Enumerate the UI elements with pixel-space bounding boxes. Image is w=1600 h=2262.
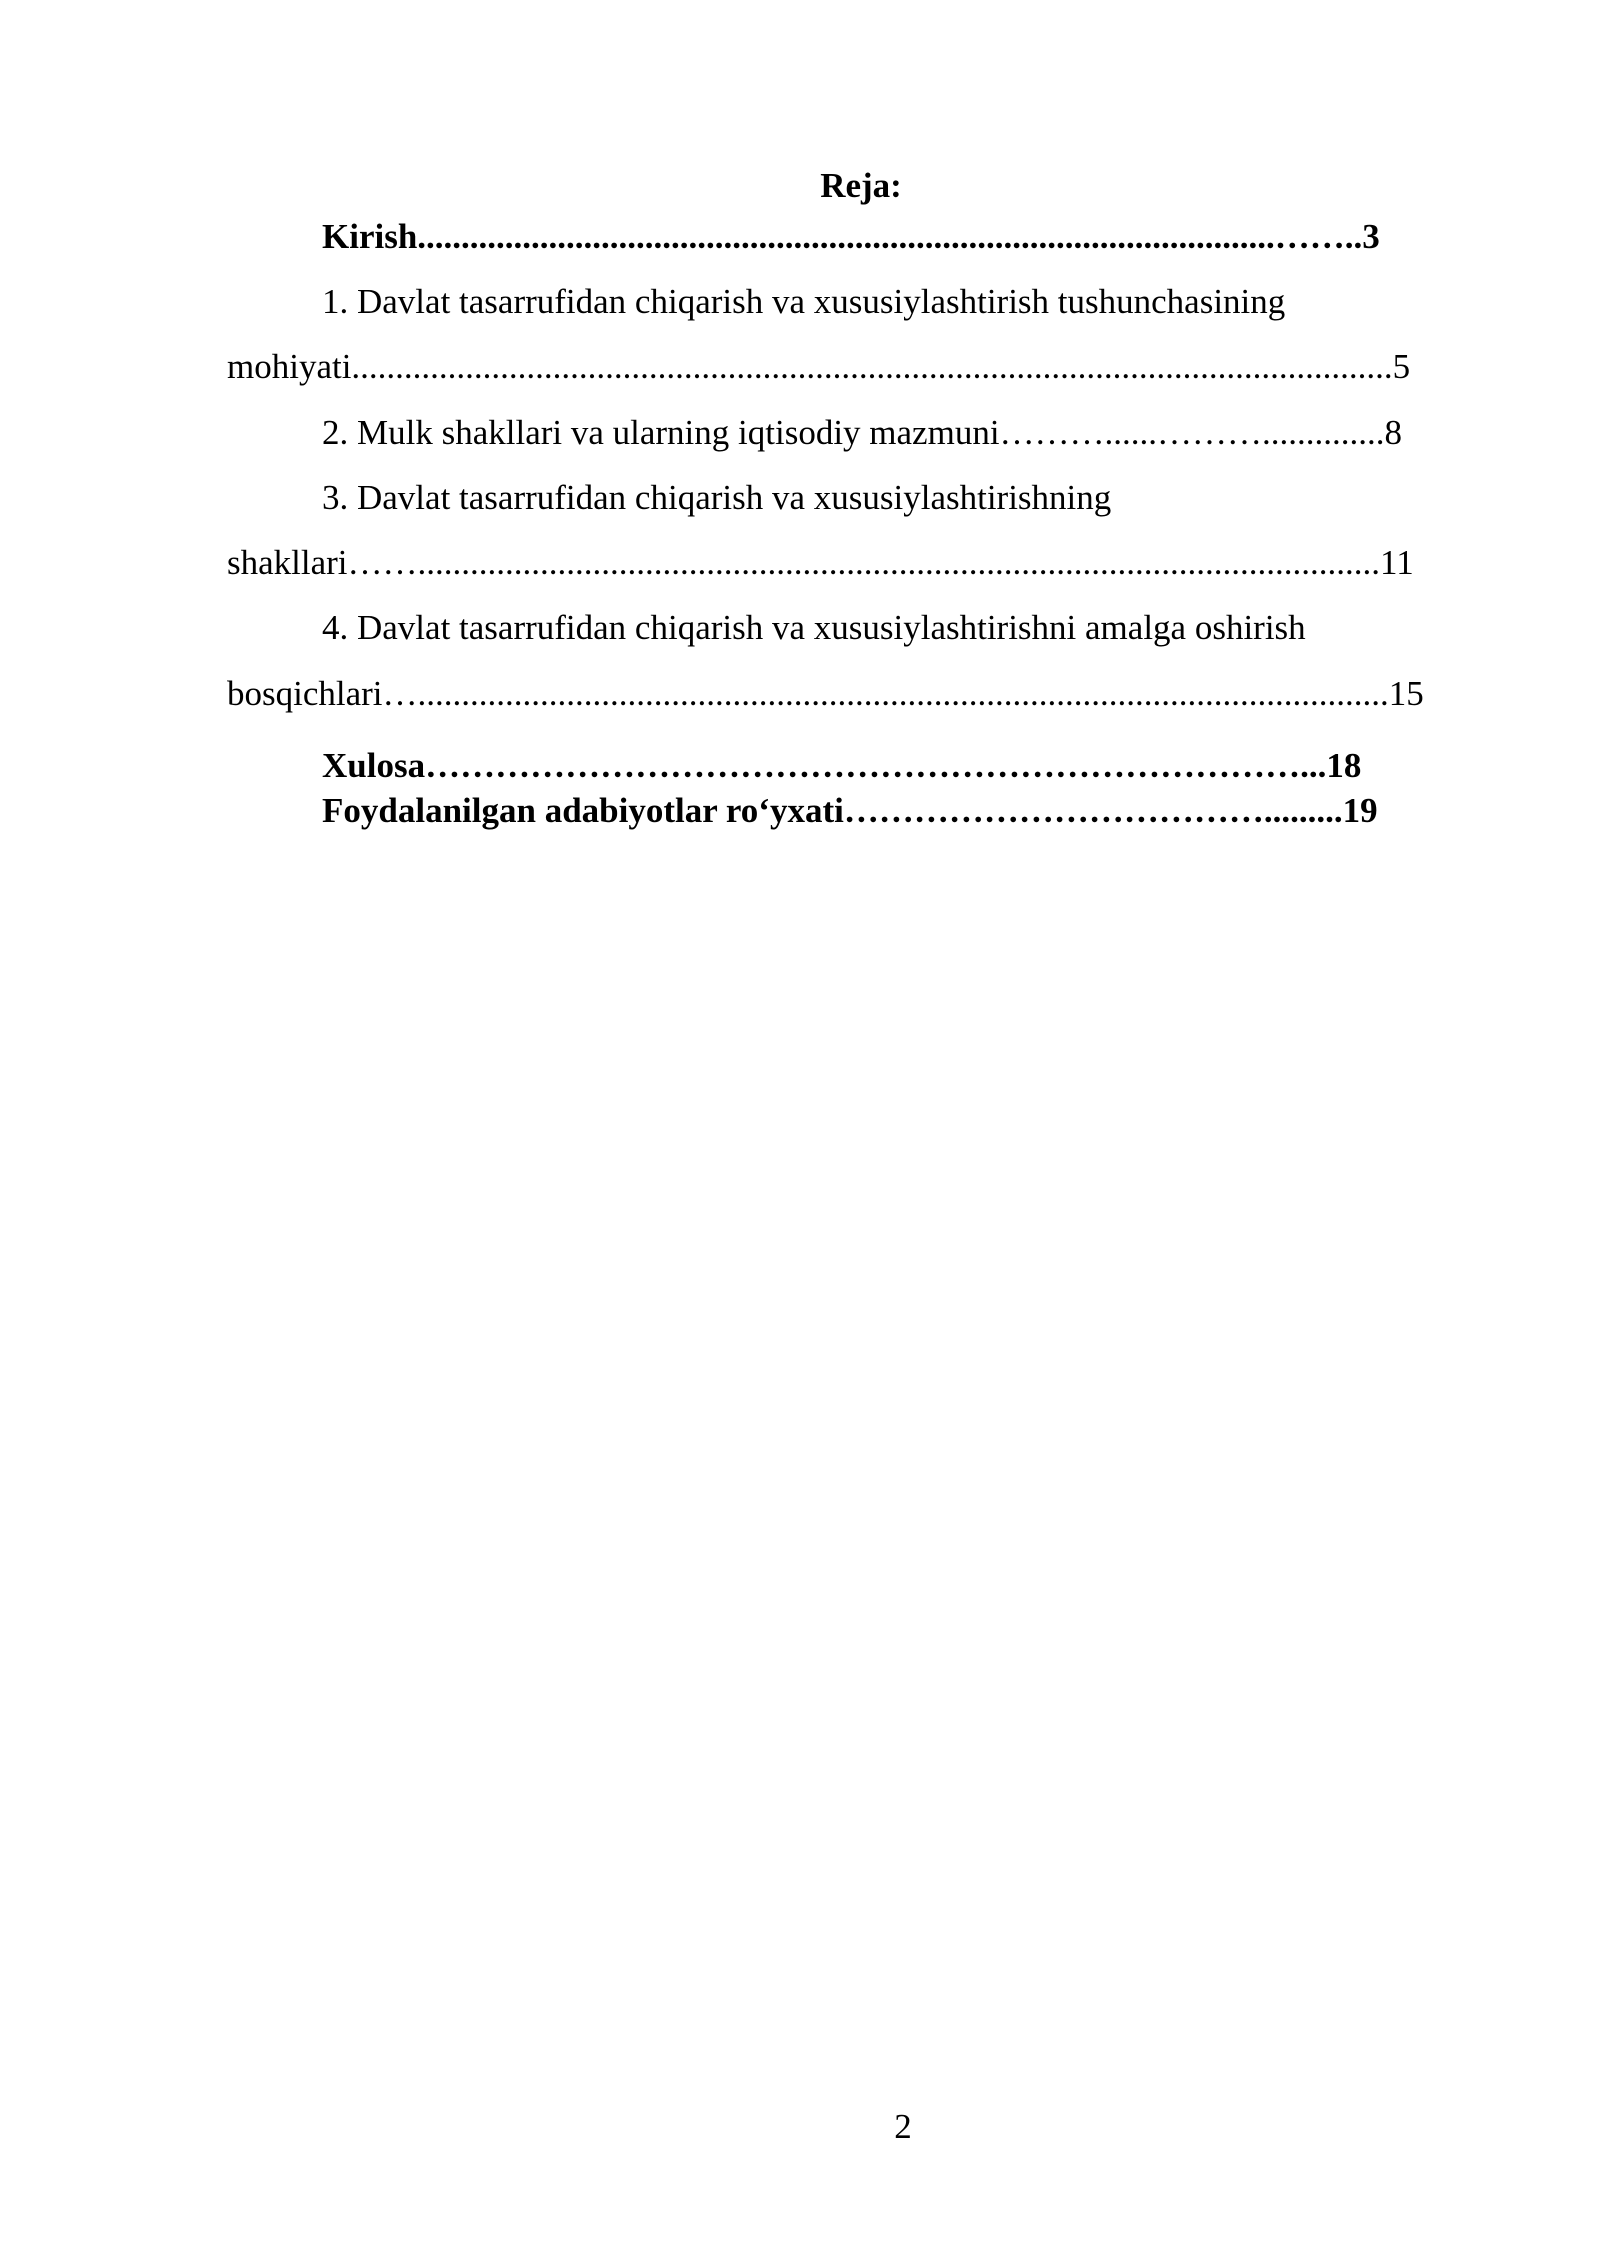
toc-entry-1-line-1: 1. Davlat tasarrufidan chiqarish va xususiylashtirish tushunchasining: [322, 282, 1286, 321]
toc-entry-1-line-2: mohiyati.......................................................................................................................5: [227, 347, 1411, 386]
toc-entry-4-line-2: bosqichlari…...............................................................................................................15: [227, 674, 1424, 713]
toc-entry-4-line-1: 4. Davlat tasarrufidan chiqarish va xususiylashtirishni amalga oshirish: [322, 608, 1306, 647]
toc-entry-adabiyotlar: Foydalanilgan adabiyotlar ro‘yxati……………………………….........19: [322, 791, 1378, 830]
page-title: Reja:: [820, 166, 902, 205]
page-number: 2: [894, 2107, 912, 2146]
toc-entry-2: 2. Mulk shakllari va ularning iqtisodiy mazmuni………......………..............8: [322, 413, 1403, 452]
toc-entry-xulosa: Xulosa…………………………………………………………………...18: [322, 746, 1362, 785]
toc-entry-kirish: Kirish..................................................................................................……..3: [322, 217, 1380, 256]
toc-entry-3-line-2: shakllari……..............................................................................................................11: [227, 543, 1414, 582]
toc-entry-3-line-1: 3. Davlat tasarrufidan chiqarish va xususiylashtirishning: [322, 478, 1112, 517]
